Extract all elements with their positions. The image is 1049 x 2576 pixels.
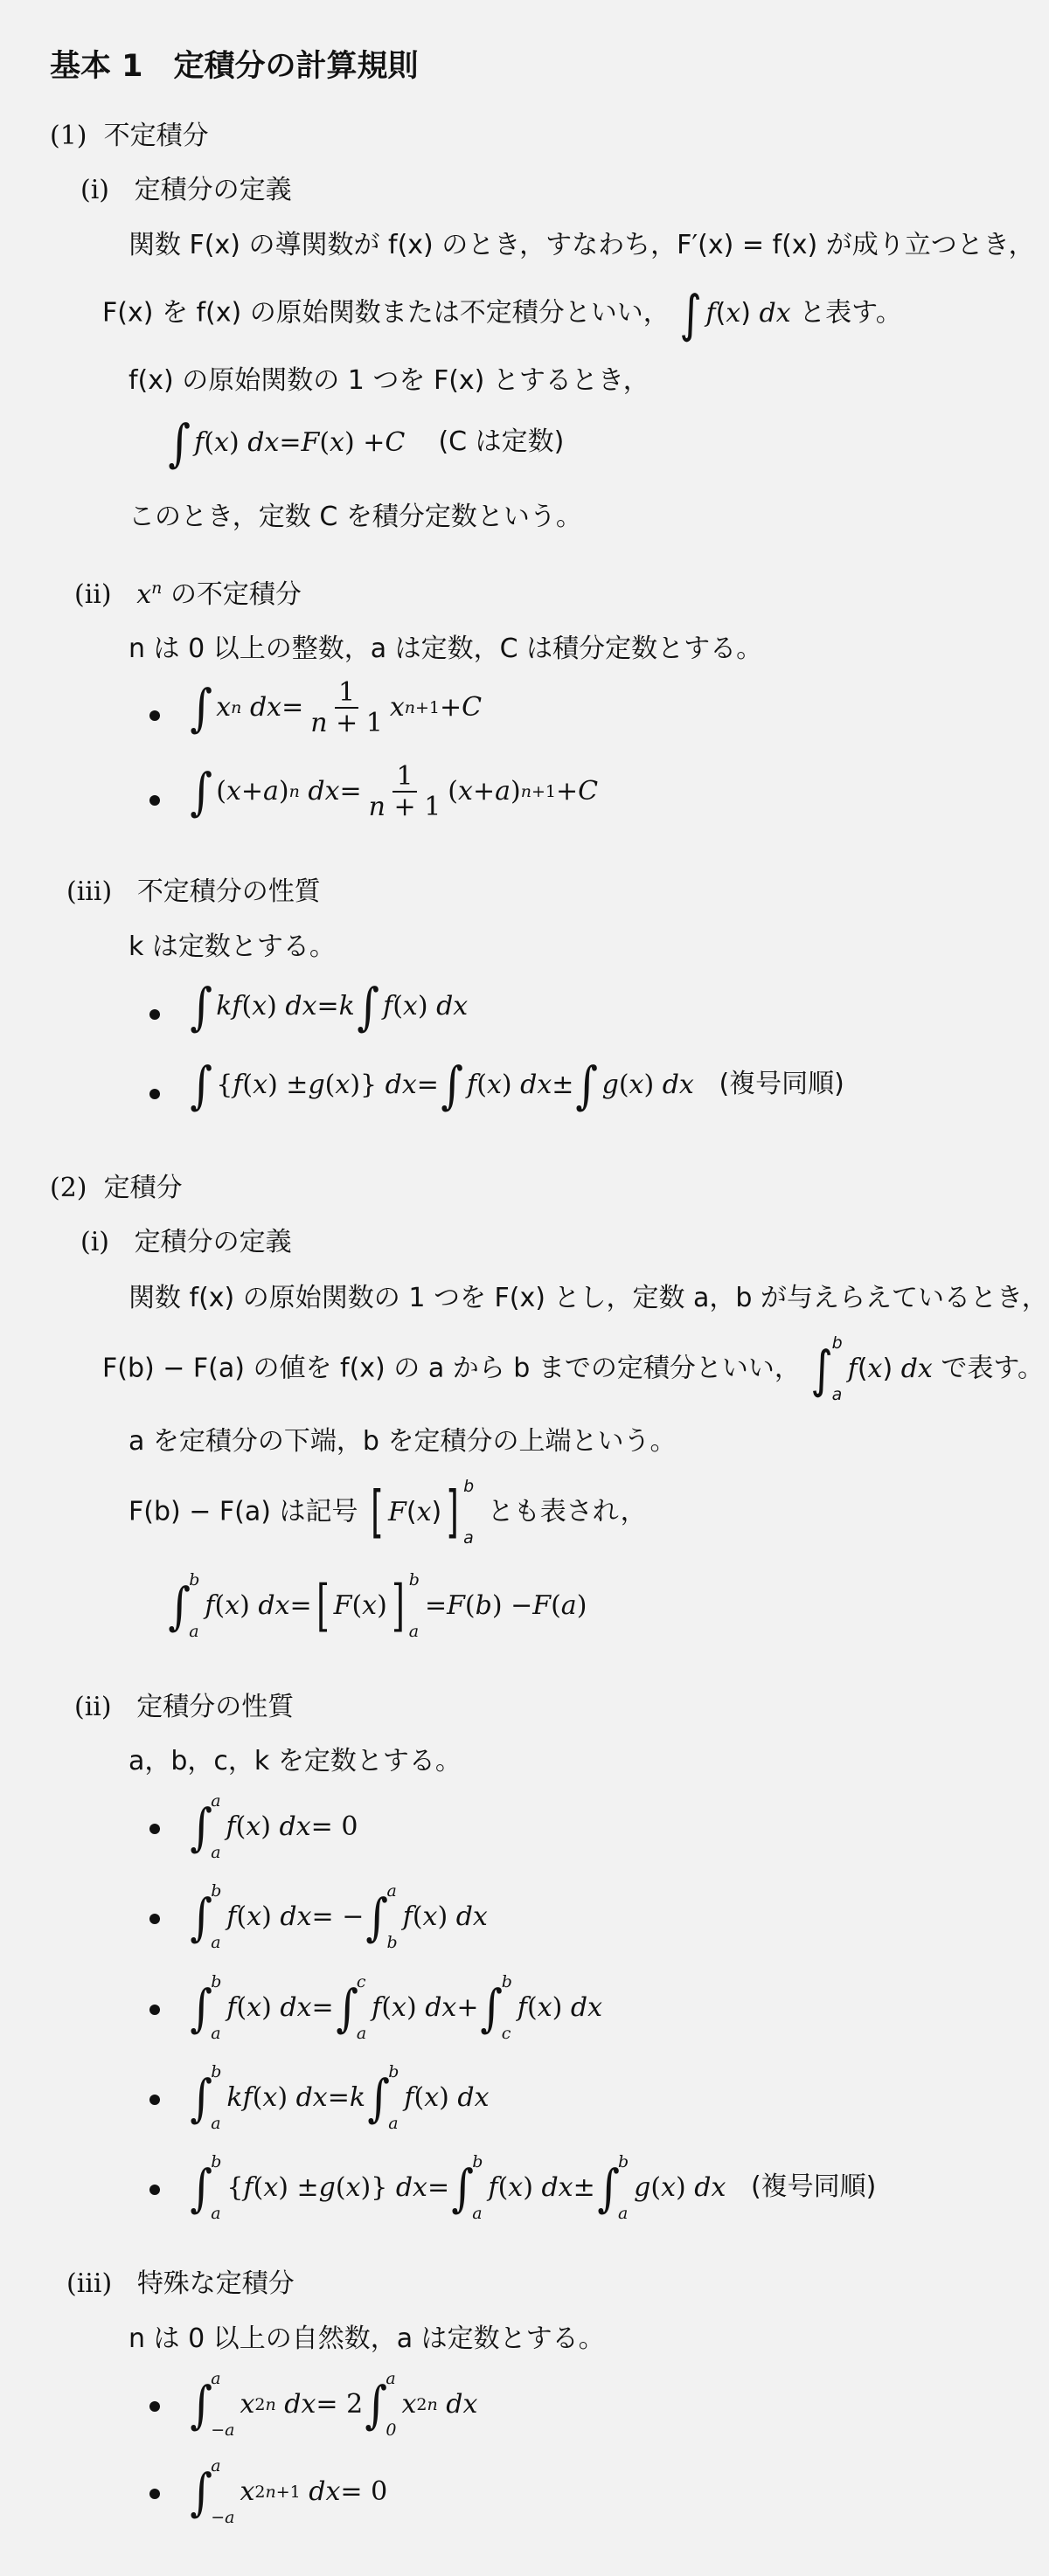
bullet — [149, 1089, 160, 1099]
formula-same-limits: ∫ a a f ( x ) dx = 0 — [190, 1791, 358, 1863]
condition-text-2ii: a，b，c，k を定数とする。 — [129, 1746, 462, 1776]
subsection-1ii-heading: (ii) $x^n$ の不定積分 — [74, 578, 302, 610]
definition-text-4: このとき，定数 C を積分定数という。 — [129, 502, 582, 532]
condition-text-1ii: n は 0 以上の整数，a は定数，C は積分定数とする。 — [129, 634, 763, 664]
bullet — [149, 2185, 160, 2195]
condition-text-1iii: k は定数とする。 — [129, 931, 336, 962]
section-2-heading: (2) 定積分 — [50, 1173, 183, 1203]
page-title: 基本 1 定積分の計算規則 — [50, 49, 419, 84]
bullet — [149, 2401, 160, 2412]
definite-definition-text-4: F(b) − F(a) は記号 [ F ( x ) ] b a とも表され， — [129, 1477, 647, 1548]
definite-definition-text-2: F(b) − F(a) の値を f(x) の a から b までの定積分といい， ∫ b a f ( x ) dx で表す。 — [102, 1333, 1044, 1405]
subsection-2i-heading: (i) 定積分の定義 — [80, 1227, 292, 1257]
formula-indefinite-integral: ∫ f ( x ) dx = F ( x ) + C (C は定数) — [168, 413, 565, 473]
formula-split-interval: ∫ b a f ( x ) dx = ∫ c a f ( x ) dx + ∫ b c f ( x ) dx — [190, 1972, 602, 2044]
formula-swap-limits: ∫ b a f ( x ) dx = − ∫ a b f ( x ) dx — [190, 1881, 488, 1953]
formula-power-rule: ∫ x n dx = $\frac{1}{n + 1}$ x n+1 + C — [190, 677, 483, 738]
formula-sum-rule: ∫ { f ( x ) ± g ( x )} dx = ∫ f ( x ) dx ± ∫ g ( x ) dx (複号同順) — [190, 1056, 844, 1115]
subsection-2ii-heading: (ii) 定積分の性質 — [74, 1692, 295, 1722]
formula-even-function: ∫ a −a x 2n dx = 2 ∫ a 0 x 2n dx — [190, 2369, 478, 2441]
condition-text-2iii: n は 0 以上の自然数，a は定数とする。 — [129, 2323, 605, 2354]
section-1-heading: (1) 不定積分 — [50, 121, 209, 151]
definite-definition-text-3: a を定積分の下端，b を定積分の上端という。 — [129, 1426, 677, 1457]
definition-text-1: 関数 F(x) の導関数が f(x) のとき，すなわち，F′(x) = f(x) が成り立つとき， — [129, 230, 1035, 260]
subsection-1i-heading: (i) 定積分の定義 — [80, 175, 292, 205]
formula-odd-function: ∫ a −a x 2n+1 dx = 0 — [190, 2456, 388, 2528]
subsection-2iii-heading: (iii) 特殊な定積分 — [66, 2268, 295, 2299]
bullet — [149, 1914, 160, 1924]
definite-integral-notation: ∫ b a f ( x ) dx — [810, 1333, 933, 1405]
formula-definite-sum-rule: ∫ b a { f ( x ) ± g ( x )} dx = ∫ b a f ( x ) dx ± ∫ b a g ( x ) dx (複号同順) — [190, 2152, 877, 2224]
indefinite-integral-notation: ∫ f ( x ) dx — [679, 284, 791, 343]
bullet — [149, 710, 160, 721]
subsection-1iii-heading: (iii) 不定積分の性質 — [66, 876, 321, 907]
bullet — [149, 2005, 160, 2015]
bullet — [149, 795, 160, 806]
formula-shifted-power-rule: ∫ ( x + a ) n dx = $\frac{1}{n + 1}$ ( x + a ) n+1 + C — [190, 761, 599, 822]
bullet — [149, 1824, 160, 1834]
bullet — [149, 1009, 160, 1020]
formula-definite-constant-multiple: ∫ b a kf ( x ) dx = k ∫ b a f ( x ) dx — [190, 2062, 490, 2134]
definite-definition-text-1: 関数 f(x) の原始関数の 1 つを F(x) とし，定数 a，b が与えらえているとき， — [129, 1283, 1048, 1313]
formula-fundamental-theorem: ∫ b a f ( x ) dx = [ F ( x ) ] b a = F ( b ) − F ( a ) — [168, 1570, 587, 1642]
definition-text-3: f(x) の原始関数の 1 つを F(x) とするとき， — [129, 365, 650, 396]
formula-constant-multiple: ∫ kf ( x ) dx = k ∫ f ( x ) dx — [190, 977, 469, 1036]
bullet — [149, 2095, 160, 2105]
bracket-notation: [ F ( x ) ] b a — [371, 1477, 475, 1548]
definition-text-2: F(x) を f(x) の原始関数または不定積分といい， ∫ f ( x ) dx と表す。 — [102, 284, 902, 343]
bullet — [149, 2489, 160, 2499]
